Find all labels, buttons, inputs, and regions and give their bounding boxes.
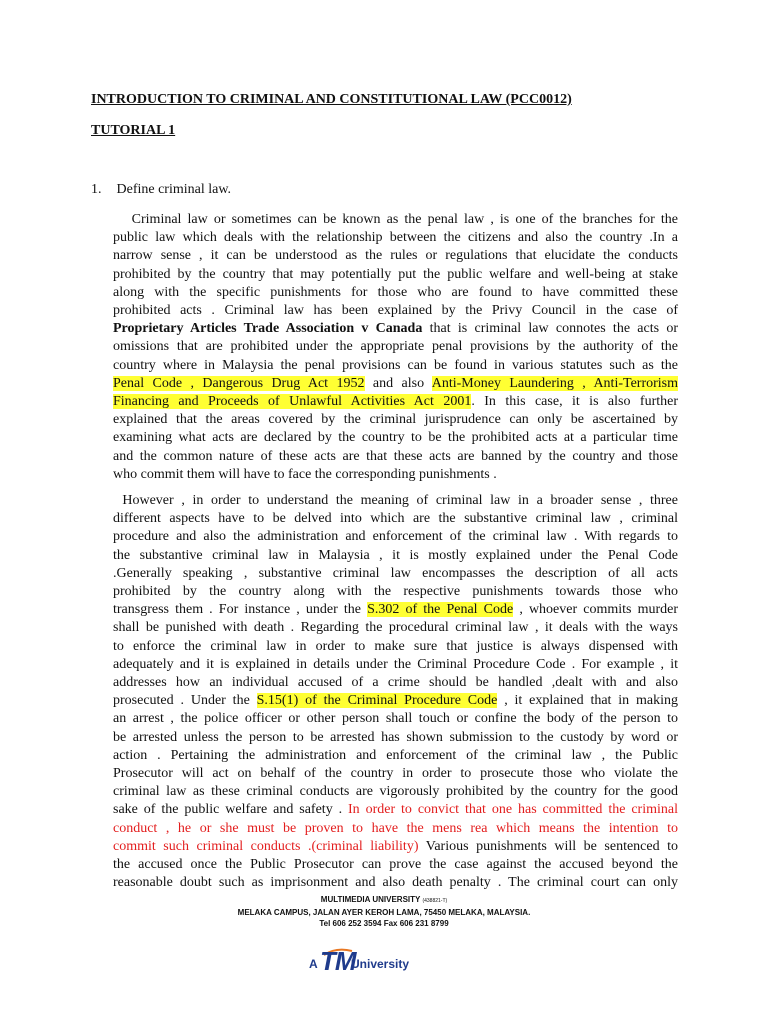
footer-registration: (438821-T) [422,898,448,904]
logo-university: University [351,957,410,971]
paragraph-line: narrow sense , it can be understood as the rules or regulations that elucidate the conducts [113,248,678,264]
logo-a: A [309,957,318,971]
paragraph-line: Proprietary Articles Trade Association v Canada that is criminal law connotes the acts or [113,321,678,337]
paragraph-line: country where in Malaysia the penal provisions can be found in various statutes such as the [113,357,678,373]
tm-university-logo [300,944,412,990]
paragraph-line: prohibited acts . Criminal law has been explained by the Privy Council in the case of [113,303,678,319]
paragraph-line: different aspects have to be delved into which are the substantive criminal law , criminal [113,511,678,527]
paragraph-line: Penal Code , Dangerous Drug Act 1952 and also Anti-Money Laundering , Anti-Terrorism [113,375,678,391]
paragraph-line: be arrested unless the person to be arrested has shown submission to the custody by word or [113,729,678,745]
tutorial-title: TUTORIAL 1 [91,123,176,138]
question-number: 1. [91,182,102,197]
red-text: In order to convict that one has committed the criminal [342,802,678,818]
paragraph-line: shall be punished with death . Regarding the procedural criminal law , it deals with the ways [113,620,678,636]
paragraph-line: to enforce the criminal law in order to make sure that justice is always dispensed with [113,638,678,654]
page-footer [0,894,768,929]
paragraph-line: procedure and also the administration and enforcement of the criminal law . With regards to [113,529,678,545]
paragraph-line: action . Pertaining the administration and enforcement of the criminal law , the Public [113,747,678,763]
footer-university: MULTIMEDIA UNIVERSITY (438821-T) [320,895,448,904]
paragraph-line: prohibited by the country along with the respective punishments towards those who [113,584,678,600]
paragraph-line: transgress them . For instance , under the S.302 of the Penal Code , whoever commits murder [113,602,678,618]
highlight-statutes: Penal Code , Dangerous Drug Act 1952 [113,375,365,391]
paragraph-line [113,820,678,838]
highlight-s15-1: S.15(1) of the Criminal Procedure Code [256,693,498,709]
red-text: commit such criminal conducts .(criminal liability) [113,838,419,854]
paragraph-line: Criminal law or sometimes can be known as the penal law , is one of the branches for the [131,212,678,227]
footer-contact: Tel 606 252 3594 Fax 606 231 8799 [319,919,449,928]
paragraph-line: .Generally speaking , substantive criminal law encompasses the description of all acts [113,565,678,581]
paragraph-line: examining what acts are declared by the country to be the prohibited acts at a particular time [113,430,678,446]
paragraph-line: who commit them will have to face the corresponding punishments . [113,466,497,482]
paragraph-line: However , in order to understand the meaning of criminal law in a broader sense , three [122,493,678,508]
paragraph-line: the accused once the Public Prosecutor can prove the case against the accused beyond the [113,857,678,873]
paragraph-line: sake of the public welfare and safety . In order to convict that one has committed the criminal [113,802,678,818]
answer-paragraph-2 [113,492,678,892]
paragraph-line: Financing and Proceeds of Unlawful Activities Act 2001. In this case, it is also further [113,394,678,410]
paragraph-line: omissions that are prohibited under the appropriate penal provisions by the authority of the [113,339,678,355]
case-name: Proprietary Articles Trade Association v Canada [113,321,423,337]
question-1 [91,182,231,198]
paragraph-line: prosecuted . Under the S.15(1) of the Criminal Procedure Code , it explained that in making [113,693,679,709]
question-text: Define criminal law. [116,182,232,197]
paragraph-line: criminal law as these criminal conducts are vigorously prohibited by the country for the good [113,784,678,800]
paragraph-line: an arrest , the police officer or other person shall touch or confine the body of the person to [113,711,678,727]
highlight-s302: S.302 of the Penal Code [367,602,514,618]
highlight-act-2001: Financing and Proceeds of Unlawful Activities Act 2001 [113,394,472,410]
red-text: conduct , he or she must be proven to have the mens rea which means the intention to [113,820,678,836]
paragraph-line: public law which deals with the relationship between the citizens and also the country .In a [113,230,678,246]
paragraph-line: the substantive criminal law in Malaysia , it is mostly explained under the Penal Code [113,547,678,563]
highlight-anti-money-laundering: Anti-Money Laundering , Anti-Terrorism [431,375,678,391]
paragraph-line: prohibited by the country that may potentially put the public welfare and well-being at stake [113,266,678,282]
paragraph-line: commit such criminal conducts .(criminal liability) Various punishments will be sentenced to [113,838,679,854]
paragraph-line: explained that the areas covered by the criminal jurisprudence can only be ascertained by [113,412,678,428]
paragraph-line: adequately and it is explained in details under the Criminal Procedure Code . For example , it [113,656,678,672]
paragraph-line: Prosecutor will act on behalf of the country in order to prosecute those who violate the [113,766,678,782]
paragraph-line: addresses how an individual accused of a crime should be handled ,dealt with and also [113,675,678,691]
logo-tm: TM [320,946,356,976]
paragraph-line: along with the specific punishments for those who are found to have committed these [113,284,678,300]
answer-paragraph-1 [113,211,678,484]
footer-address: MELAKA CAMPUS, JALAN AYER KEROH LAMA, 75450 MELAKA, MALAYSIA. [237,908,531,917]
course-title: INTRODUCTION TO CRIMINAL AND CONSTITUTIONAL LAW (PCC0012) [91,92,572,107]
paragraph-line: reasonable doubt such as imprisonment and also death penalty . The criminal court can only [113,875,678,891]
paragraph-line: and the common nature of these acts are that these acts are banned by the country and those [113,448,678,464]
